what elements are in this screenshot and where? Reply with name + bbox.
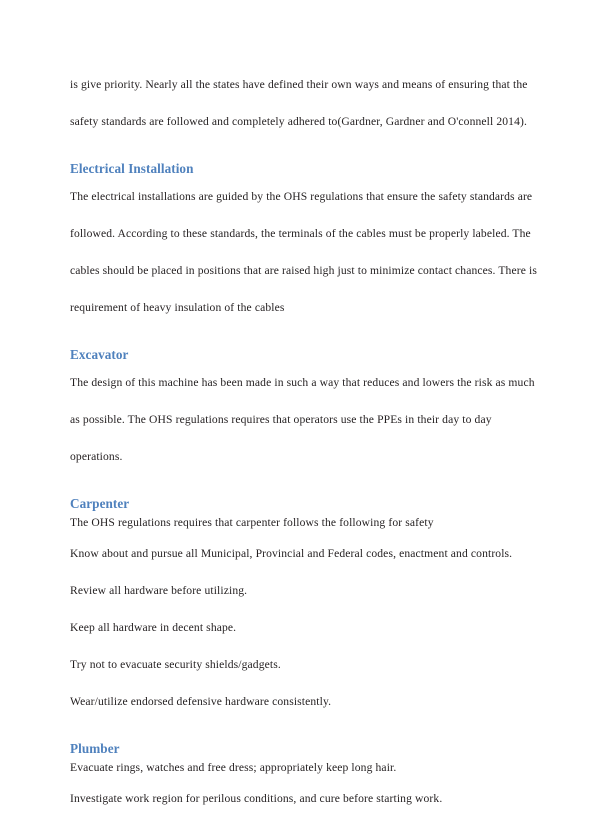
paragraph-excavator: The design of this machine has been made in such a way that reduces and lowers the risk as much as possible. The OHS regulations requires that operators use the PPEs in their day to day operations. — [70, 376, 535, 463]
paragraph-plumber-intro: Evacuate rings, watches and free dress; appropriately keep long hair. — [70, 761, 397, 774]
carpenter-item-1: Know about and pursue all Municipal, Provincial and Federal codes, enactment and controls. — [70, 547, 513, 560]
heading-excavator: Excavator — [70, 347, 129, 362]
paragraph-carpenter-intro: The OHS regulations requires that carpenter follows the following for safety — [70, 516, 434, 529]
carpenter-item-2: Review all hardware before utilizing. — [70, 584, 248, 597]
plumber-item-1: Investigate work region for perilous conditions, and cure before starting work. — [70, 792, 443, 805]
carpenter-item-3: Keep all hardware in decent shape. — [70, 621, 237, 634]
carpenter-item-5: Wear/utilize endorsed defensive hardware consistently. — [70, 695, 332, 708]
document-body — [70, 66, 540, 817]
heading-carpenter: Carpenter — [70, 496, 130, 511]
heading-electrical-installation: Electrical Installation — [70, 161, 194, 176]
paragraph-electrical-installation: The electrical installations are guided by the OHS regulations that ensure the safety standards are followed. According to these standards, the terminals of the cables must be properly labeled. The cables should be placed in positions that are raised high just to minimize contact chances. There is requirement of heavy insulation of the cables — [70, 190, 537, 314]
carpenter-item-4: Try not to evacuate security shields/gadgets. — [70, 658, 281, 671]
heading-plumber: Plumber — [70, 741, 120, 756]
intro-paragraph: is give priority. Nearly all the states have defined their own ways and means of ensuring that the safety standards are followed and completely adhered to(Gardner, Gardner and O'connell 2014). — [70, 78, 528, 128]
